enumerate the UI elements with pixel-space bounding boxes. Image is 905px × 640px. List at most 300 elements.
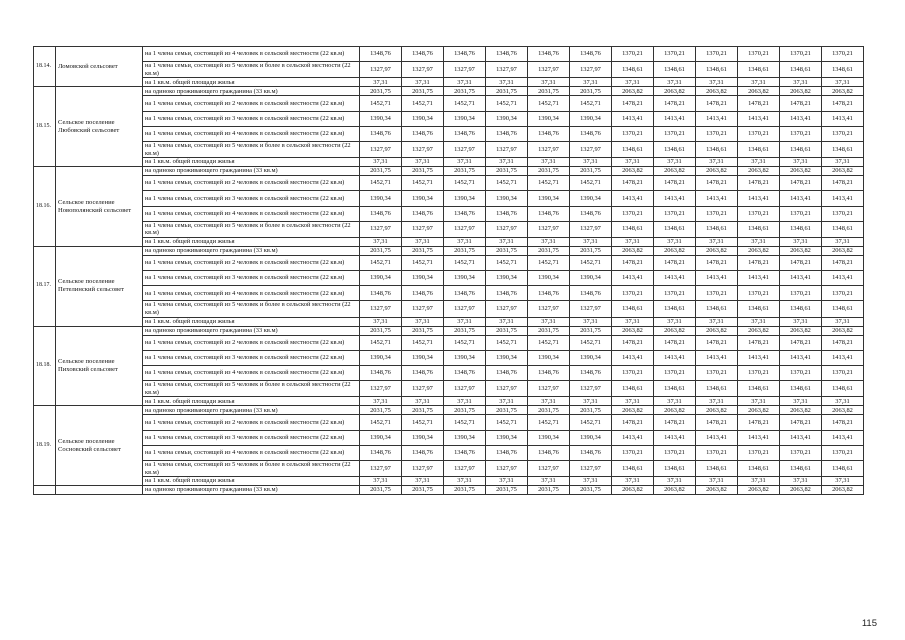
value-cell: 2031,75: [444, 486, 486, 495]
value-cell: 1348,61: [822, 460, 864, 476]
value-cell: 1370,21: [612, 206, 654, 221]
value-cell: 1452,71: [528, 96, 570, 111]
norm-description: на 1 члена семьи, состоящей из 2 человек в сельской местности (22 кв.м): [143, 255, 360, 270]
norm-description: на 1 члена семьи, состоящей из 2 человек в сельской местности (22 кв.м): [143, 335, 360, 350]
value-cell: 2063,82: [612, 406, 654, 415]
value-cell: 1390,34: [528, 350, 570, 365]
value-cell: 1348,76: [444, 126, 486, 141]
value-cell: 1478,21: [822, 96, 864, 111]
value-cell: 2063,82: [696, 486, 738, 495]
value-cell: 2031,75: [402, 326, 444, 335]
value-cell: 2031,75: [570, 246, 612, 255]
value-cell: 2063,82: [654, 326, 696, 335]
value-cell: 1413,41: [612, 271, 654, 286]
value-cell: 1348,76: [402, 206, 444, 221]
value-cell: 2063,82: [822, 167, 864, 176]
value-cell: 2031,75: [528, 486, 570, 495]
table-row: [34, 445, 864, 460]
value-cell: 1348,76: [444, 286, 486, 301]
norm-description: на 1 члена семьи, состоящей из 5 человек и более в сельской местности (22 кв.м): [143, 301, 360, 317]
value-cell: 1452,71: [402, 255, 444, 270]
value-cell: 2031,75: [444, 87, 486, 96]
value-cell: 1452,71: [486, 176, 528, 191]
table-row: [34, 62, 864, 78]
value-cell: 1390,34: [570, 111, 612, 126]
value-cell: 37,31: [612, 397, 654, 406]
value-cell: 1413,41: [780, 271, 822, 286]
value-cell: 1327,97: [360, 141, 402, 157]
value-cell: 1348,76: [402, 445, 444, 460]
norm-description: на 1 члена семьи, состоящей из 3 человек в сельской местности (22 кв.м): [143, 350, 360, 365]
value-cell: 1348,61: [822, 301, 864, 317]
value-cell: 37,31: [822, 158, 864, 167]
value-cell: 1390,34: [528, 271, 570, 286]
value-cell: 1452,71: [528, 176, 570, 191]
value-cell: 2063,82: [654, 87, 696, 96]
value-cell: 2063,82: [654, 486, 696, 495]
value-cell: 1478,21: [654, 255, 696, 270]
value-cell: 1348,61: [822, 221, 864, 237]
value-cell: 2063,82: [780, 406, 822, 415]
value-cell: 1413,41: [822, 191, 864, 206]
table-row: [34, 111, 864, 126]
value-cell: 37,31: [444, 477, 486, 486]
value-cell: 1478,21: [780, 335, 822, 350]
value-cell: 1390,34: [528, 430, 570, 445]
value-cell: 1413,41: [780, 350, 822, 365]
value-cell: 37,31: [780, 78, 822, 87]
value-cell: 1452,71: [570, 176, 612, 191]
value-cell: 1452,71: [486, 96, 528, 111]
value-cell: 1390,34: [360, 111, 402, 126]
table-row: [34, 335, 864, 350]
value-cell: 1370,21: [822, 445, 864, 460]
value-cell: 2063,82: [738, 486, 780, 495]
table-row: [34, 191, 864, 206]
value-cell: 1478,21: [696, 415, 738, 430]
value-cell: 1348,61: [696, 221, 738, 237]
value-cell: 37,31: [570, 397, 612, 406]
value-cell: 1390,34: [444, 430, 486, 445]
value-cell: 1327,97: [528, 62, 570, 78]
value-cell: 1348,76: [528, 286, 570, 301]
value-cell: 1413,41: [738, 111, 780, 126]
value-cell: 1327,97: [444, 221, 486, 237]
value-cell: 1327,97: [402, 460, 444, 476]
value-cell: 1327,97: [402, 221, 444, 237]
value-cell: 1327,97: [402, 141, 444, 157]
norm-description: на 1 кв.м. общей площади жилья: [143, 397, 360, 406]
value-cell: 1390,34: [528, 111, 570, 126]
value-cell: 1348,76: [570, 126, 612, 141]
value-cell: 1370,21: [822, 47, 864, 62]
value-cell: 1390,34: [402, 271, 444, 286]
table-row: [34, 326, 864, 335]
value-cell: 1327,97: [528, 141, 570, 157]
norm-description: на 1 члена семьи, состоящей из 3 человек в сельской местности (22 кв.м): [143, 191, 360, 206]
table-row: [34, 47, 864, 62]
value-cell: 1327,97: [486, 460, 528, 476]
value-cell: 1370,21: [612, 445, 654, 460]
value-cell: 37,31: [360, 158, 402, 167]
value-cell: 1370,21: [738, 206, 780, 221]
value-cell: 37,31: [360, 477, 402, 486]
value-cell: 1348,61: [738, 221, 780, 237]
value-cell: 37,31: [360, 78, 402, 87]
value-cell: 37,31: [696, 78, 738, 87]
value-cell: 1478,21: [612, 415, 654, 430]
value-cell: 2031,75: [570, 167, 612, 176]
value-cell: 1327,97: [486, 221, 528, 237]
norm-description: на 1 члена семьи, состоящей из 4 человек в сельской местности (22 кв.м): [143, 445, 360, 460]
value-cell: 1348,76: [360, 47, 402, 62]
value-cell: 2031,75: [486, 87, 528, 96]
value-cell: 1348,61: [612, 62, 654, 78]
value-cell: 1348,76: [486, 366, 528, 381]
norm-description: на одиноко проживающего гражданина (33 кв.м): [143, 406, 360, 415]
value-cell: 1452,71: [570, 335, 612, 350]
value-cell: 37,31: [360, 317, 402, 326]
settlement-name: Сельское поселение Сосновский сельсовет: [56, 406, 143, 486]
value-cell: 1413,41: [738, 191, 780, 206]
value-cell: 2063,82: [780, 486, 822, 495]
value-cell: 1348,61: [654, 460, 696, 476]
value-cell: 1413,41: [612, 430, 654, 445]
value-cell: 1348,61: [612, 301, 654, 317]
value-cell: 1370,21: [738, 445, 780, 460]
value-cell: 1413,41: [654, 430, 696, 445]
value-cell: 1452,71: [444, 255, 486, 270]
value-cell: 1390,34: [402, 191, 444, 206]
value-cell: 1452,71: [444, 176, 486, 191]
norm-description: на 1 члена семьи, состоящей из 5 человек и более в сельской местности (22 кв.м): [143, 221, 360, 237]
value-cell: 37,31: [612, 477, 654, 486]
settlement-number: [34, 486, 56, 495]
value-cell: 1478,21: [738, 335, 780, 350]
value-cell: 2031,75: [402, 87, 444, 96]
table-row: [34, 141, 864, 157]
value-cell: 1327,97: [486, 141, 528, 157]
norm-description: на одиноко проживающего гражданина (33 кв.м): [143, 246, 360, 255]
value-cell: 1348,76: [486, 47, 528, 62]
value-cell: 2063,82: [780, 167, 822, 176]
value-cell: 2031,75: [360, 87, 402, 96]
value-cell: 1348,61: [654, 381, 696, 397]
value-cell: 1348,76: [528, 47, 570, 62]
value-cell: 2031,75: [486, 246, 528, 255]
value-cell: 2031,75: [486, 326, 528, 335]
value-cell: 2031,75: [360, 406, 402, 415]
value-cell: 37,31: [444, 397, 486, 406]
value-cell: 1327,97: [570, 301, 612, 317]
value-cell: 1413,41: [612, 111, 654, 126]
value-cell: 1348,61: [696, 381, 738, 397]
value-cell: 1327,97: [528, 221, 570, 237]
value-cell: 1478,21: [780, 96, 822, 111]
value-cell: 1452,71: [360, 335, 402, 350]
value-cell: 37,31: [654, 237, 696, 246]
value-cell: 1348,76: [486, 126, 528, 141]
table-row: [34, 167, 864, 176]
value-cell: 37,31: [612, 78, 654, 87]
value-cell: 1452,71: [528, 415, 570, 430]
value-cell: 2063,82: [738, 406, 780, 415]
value-cell: 1370,21: [654, 47, 696, 62]
value-cell: 37,31: [780, 317, 822, 326]
value-cell: 1348,76: [528, 206, 570, 221]
value-cell: 2063,82: [738, 246, 780, 255]
norm-description: на одиноко проживающего гражданина (33 кв.м): [143, 326, 360, 335]
value-cell: 1452,71: [360, 255, 402, 270]
norm-description: на 1 члена семьи, состоящей из 3 человек в сельской местности (22 кв.м): [143, 430, 360, 445]
table-row: [34, 176, 864, 191]
value-cell: 1413,41: [654, 350, 696, 365]
value-cell: 1348,76: [528, 366, 570, 381]
value-cell: 1348,76: [528, 126, 570, 141]
value-cell: 37,31: [528, 158, 570, 167]
value-cell: 2031,75: [570, 406, 612, 415]
norm-description: на 1 члена семьи, состоящей из 4 человек в сельской местности (22 кв.м): [143, 206, 360, 221]
value-cell: 37,31: [654, 397, 696, 406]
settlement-name: Сельское поселение Пиховский сельсовет: [56, 326, 143, 406]
norm-description: на 1 члена семьи, состоящей из 3 человек в сельской местности (22 кв.м): [143, 271, 360, 286]
value-cell: 2031,75: [570, 486, 612, 495]
value-cell: 1452,71: [528, 255, 570, 270]
value-cell: 1478,21: [780, 415, 822, 430]
value-cell: 37,31: [486, 78, 528, 87]
value-cell: 1348,76: [360, 366, 402, 381]
settlement-number: 18.16.: [34, 167, 56, 247]
value-cell: 1452,71: [444, 415, 486, 430]
value-cell: 2031,75: [486, 486, 528, 495]
value-cell: 1370,21: [738, 366, 780, 381]
norm-description: на 1 члена семьи, состоящей из 4 человек в сельской местности (22 кв.м): [143, 126, 360, 141]
value-cell: 1370,21: [738, 286, 780, 301]
value-cell: 1370,21: [822, 366, 864, 381]
value-cell: 1327,97: [528, 301, 570, 317]
value-cell: 37,31: [738, 237, 780, 246]
settlement-number: 18.15.: [34, 87, 56, 167]
value-cell: 1478,21: [822, 255, 864, 270]
value-cell: 37,31: [570, 317, 612, 326]
value-cell: 1413,41: [696, 430, 738, 445]
value-cell: 1348,76: [402, 366, 444, 381]
table-row: [34, 271, 864, 286]
norm-description: на 1 кв.м. общей площади жилья: [143, 317, 360, 326]
value-cell: 2063,82: [822, 246, 864, 255]
value-cell: 1478,21: [738, 96, 780, 111]
value-cell: 37,31: [738, 397, 780, 406]
value-cell: 1390,34: [360, 350, 402, 365]
value-cell: 2063,82: [612, 87, 654, 96]
value-cell: 1348,76: [444, 206, 486, 221]
value-cell: 2031,75: [402, 167, 444, 176]
value-cell: 1370,21: [654, 286, 696, 301]
value-cell: 1478,21: [780, 255, 822, 270]
table-row: [34, 486, 864, 495]
value-cell: 1370,21: [780, 286, 822, 301]
value-cell: 37,31: [486, 237, 528, 246]
value-cell: 37,31: [654, 477, 696, 486]
value-cell: 1327,97: [570, 141, 612, 157]
table-row: [34, 381, 864, 397]
value-cell: 1370,21: [822, 206, 864, 221]
value-cell: 1390,34: [360, 271, 402, 286]
value-cell: 1348,76: [402, 47, 444, 62]
value-cell: 1390,34: [486, 191, 528, 206]
value-cell: 37,31: [822, 477, 864, 486]
value-cell: 1348,61: [654, 62, 696, 78]
value-cell: 37,31: [780, 397, 822, 406]
value-cell: 1390,34: [570, 430, 612, 445]
value-cell: 37,31: [570, 158, 612, 167]
value-cell: 1348,76: [528, 445, 570, 460]
value-cell: 1413,41: [780, 430, 822, 445]
norm-description: на 1 члена семьи, состоящей из 5 человек и более в сельской местности (22 кв.м): [143, 62, 360, 78]
value-cell: 1478,21: [696, 176, 738, 191]
value-cell: 1348,61: [654, 141, 696, 157]
value-cell: 1370,21: [780, 366, 822, 381]
table-row: [34, 406, 864, 415]
value-cell: 1327,97: [486, 301, 528, 317]
value-cell: 1348,61: [696, 301, 738, 317]
value-cell: 1390,34: [528, 191, 570, 206]
value-cell: 37,31: [570, 237, 612, 246]
value-cell: 1327,97: [486, 381, 528, 397]
value-cell: 1413,41: [738, 271, 780, 286]
value-cell: 37,31: [780, 158, 822, 167]
value-cell: 37,31: [822, 237, 864, 246]
value-cell: 1327,97: [360, 301, 402, 317]
value-cell: 2063,82: [696, 246, 738, 255]
value-cell: 1370,21: [738, 126, 780, 141]
value-cell: 1390,34: [570, 271, 612, 286]
value-cell: 2063,82: [780, 246, 822, 255]
value-cell: 1413,41: [612, 191, 654, 206]
norm-description: на 1 кв.м. общей площади жилья: [143, 158, 360, 167]
table-row: [34, 415, 864, 430]
value-cell: 1348,76: [444, 445, 486, 460]
value-cell: 1327,97: [444, 141, 486, 157]
value-cell: 2063,82: [738, 87, 780, 96]
norm-description: на 1 члена семьи, состоящей из 5 человек и более в сельской местности (22 кв.м): [143, 381, 360, 397]
value-cell: 1370,21: [696, 366, 738, 381]
value-cell: 1413,41: [822, 350, 864, 365]
table-row: [34, 366, 864, 381]
value-cell: 37,31: [654, 78, 696, 87]
value-cell: 1390,34: [486, 430, 528, 445]
settlement-name: Сельское поселение Новополянский сельсовет: [56, 167, 143, 247]
value-cell: 2031,75: [360, 326, 402, 335]
value-cell: 1452,71: [360, 96, 402, 111]
value-cell: 1390,34: [402, 111, 444, 126]
value-cell: 1327,97: [528, 460, 570, 476]
value-cell: 1370,21: [696, 206, 738, 221]
value-cell: 1348,61: [696, 62, 738, 78]
value-cell: 1452,71: [486, 335, 528, 350]
value-cell: 1452,71: [570, 415, 612, 430]
value-cell: 2063,82: [696, 167, 738, 176]
value-cell: 2031,75: [528, 87, 570, 96]
value-cell: 1370,21: [654, 445, 696, 460]
value-cell: 1327,97: [570, 221, 612, 237]
value-cell: 37,31: [486, 477, 528, 486]
value-cell: 1348,76: [570, 366, 612, 381]
value-cell: 1370,21: [822, 126, 864, 141]
value-cell: 37,31: [612, 237, 654, 246]
value-cell: 1370,21: [696, 47, 738, 62]
value-cell: 1413,41: [612, 350, 654, 365]
value-cell: 1348,61: [780, 62, 822, 78]
value-cell: 1478,21: [696, 335, 738, 350]
norm-description: на 1 кв.м. общей площади жилья: [143, 477, 360, 486]
value-cell: 1390,34: [360, 430, 402, 445]
value-cell: 1452,71: [444, 335, 486, 350]
value-cell: 1478,21: [654, 96, 696, 111]
tariff-table-body: [34, 47, 864, 495]
value-cell: 1348,61: [822, 141, 864, 157]
value-cell: 2063,82: [822, 326, 864, 335]
value-cell: 37,31: [696, 317, 738, 326]
value-cell: 1348,61: [696, 460, 738, 476]
value-cell: 1413,41: [696, 271, 738, 286]
value-cell: 37,31: [486, 317, 528, 326]
table-row: [34, 206, 864, 221]
norm-description: на 1 кв.м. общей площади жилья: [143, 78, 360, 87]
table-row: [34, 286, 864, 301]
value-cell: 1370,21: [780, 206, 822, 221]
value-cell: 1348,61: [654, 301, 696, 317]
value-cell: 2063,82: [780, 87, 822, 96]
value-cell: 37,31: [738, 477, 780, 486]
norm-description: на 1 члена семьи, состоящей из 3 человек в сельской местности (22 кв.м): [143, 111, 360, 126]
value-cell: 2063,82: [780, 326, 822, 335]
value-cell: 1413,41: [780, 191, 822, 206]
value-cell: 2063,82: [612, 246, 654, 255]
table-row: [34, 237, 864, 246]
table-row: [34, 246, 864, 255]
value-cell: 1478,21: [738, 255, 780, 270]
value-cell: 37,31: [528, 237, 570, 246]
value-cell: 1478,21: [738, 415, 780, 430]
table-row: [34, 430, 864, 445]
value-cell: 1413,41: [738, 350, 780, 365]
value-cell: 1370,21: [780, 445, 822, 460]
value-cell: 1478,21: [612, 255, 654, 270]
value-cell: 37,31: [486, 158, 528, 167]
table-row: [34, 126, 864, 141]
value-cell: 37,31: [822, 317, 864, 326]
value-cell: 2063,82: [738, 167, 780, 176]
value-cell: 1348,76: [486, 206, 528, 221]
value-cell: 2031,75: [402, 246, 444, 255]
value-cell: 1348,76: [360, 206, 402, 221]
value-cell: 1452,71: [360, 415, 402, 430]
value-cell: 1327,97: [402, 62, 444, 78]
value-cell: 1370,21: [654, 126, 696, 141]
value-cell: 1452,71: [528, 335, 570, 350]
norm-description: на одиноко проживающего гражданина (33 кв.м): [143, 167, 360, 176]
value-cell: 1390,34: [486, 111, 528, 126]
value-cell: 2031,75: [360, 167, 402, 176]
table-row: [34, 350, 864, 365]
value-cell: 2063,82: [612, 167, 654, 176]
value-cell: 1327,97: [360, 62, 402, 78]
value-cell: 2031,75: [528, 406, 570, 415]
norm-description: на 1 члена семьи, состоящей из 2 человек в сельской местности (22 кв.м): [143, 415, 360, 430]
value-cell: 2063,82: [696, 87, 738, 96]
value-cell: 1370,21: [696, 286, 738, 301]
